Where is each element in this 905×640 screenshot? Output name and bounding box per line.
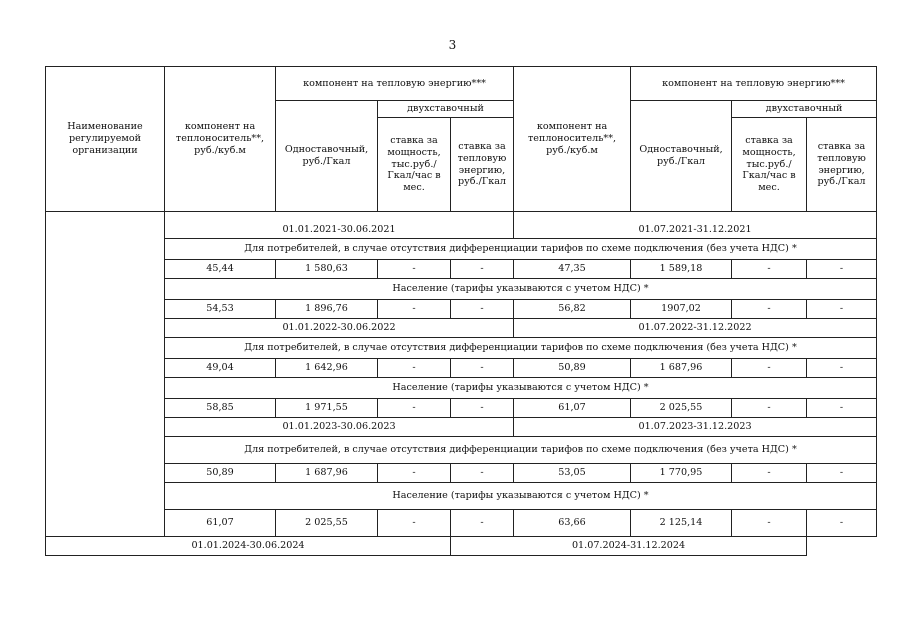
value-cell: - [807,510,877,537]
value-cell: - [378,399,451,418]
value-cell: - [451,464,514,483]
value-cell: 2 125,14 [631,510,732,537]
value-cell: - [807,300,877,319]
value-cell: - [807,359,877,378]
value-cell: - [451,300,514,319]
group-consumers: Для потребителей, в случае отсутствия дифференциации тарифов по схеме подключения (без учета НДС) * [165,239,877,260]
value-cell: 58,85 [165,399,276,418]
value-cell: - [807,399,877,418]
value-cell: - [451,260,514,279]
tariff-table [45,66,877,556]
period-right: 01.07.2024-31.12.2024 [451,537,807,556]
value-cell: 1 687,96 [631,359,732,378]
org-name-cell [46,212,165,537]
single-rate-header-left: Одноставочный, руб./Гкал [276,101,378,212]
value-cell: - [732,260,807,279]
period-right: 01.07.2021-31.12.2021 [514,212,877,239]
value-cell: 49,04 [165,359,276,378]
carrier-component-header-left: компонент на теплоноситель**, руб./куб.м [165,67,276,212]
energy-rate-header-right: ставка за тепловую энергию, руб./Гкал [807,118,877,212]
period-left: 01.01.2024-30.06.2024 [46,537,451,556]
value-cell: 47,35 [514,260,631,279]
capacity-rate-header-left: ставка за мощность, тыс.руб./ Гкал/час в мес. [378,118,451,212]
period-left: 01.01.2021-30.06.2021 [165,212,514,239]
value-cell: - [378,464,451,483]
value-cell: - [807,260,877,279]
value-cell: 1 580,63 [276,260,378,279]
value-cell: - [378,359,451,378]
value-cell: 1 770,95 [631,464,732,483]
value-cell: 1 896,76 [276,300,378,319]
value-cell: 2 025,55 [631,399,732,418]
tariff-body [46,212,877,556]
period-right: 01.07.2023-31.12.2023 [514,418,877,437]
energy-component-header-right: компонент на тепловую энергию*** [631,67,877,101]
value-cell: - [732,359,807,378]
value-cell: 50,89 [514,359,631,378]
value-cell: - [378,260,451,279]
page-number: 3 [448,38,457,52]
value-cell: 54,53 [165,300,276,319]
carrier-component-header-right: компонент на теплоноситель**, руб./куб.м [514,67,631,212]
value-cell: 61,07 [165,510,276,537]
value-cell: 61,07 [514,399,631,418]
value-cell: 1 687,96 [276,464,378,483]
period-right: 01.07.2022-31.12.2022 [514,319,877,338]
group-population: Население (тарифы указываются с учетом НДС) * [165,279,877,300]
value-cell: 2 025,55 [276,510,378,537]
value-cell: 1907,02 [631,300,732,319]
value-cell: 1 971,55 [276,399,378,418]
value-cell: - [807,464,877,483]
energy-rate-header-left: ставка за тепловую энергию, руб./Гкал [451,118,514,212]
two-part-header-left: двухставочный [378,101,514,118]
energy-component-header-left: компонент на тепловую энергию*** [276,67,514,101]
two-part-header-right: двухставочный [732,101,877,118]
value-cell: - [451,399,514,418]
value-cell: 63,66 [514,510,631,537]
org-name-header: Наименование регулируемой организации [46,67,165,212]
capacity-rate-header-right: ставка за мощность, тыс.руб./ Гкал/час в мес. [732,118,807,212]
value-cell: - [732,464,807,483]
value-cell: - [732,510,807,537]
value-cell: 53,05 [514,464,631,483]
group-consumers: Для потребителей, в случае отсутствия дифференциации тарифов по схеме подключения (без учета НДС) * [165,437,877,464]
value-cell: 50,89 [165,464,276,483]
value-cell: 1 642,96 [276,359,378,378]
single-rate-header-right: Одноставочный, руб./Гкал [631,101,732,212]
value-cell: - [378,300,451,319]
value-cell: - [378,510,451,537]
value-cell: - [451,510,514,537]
period-left: 01.01.2022-30.06.2022 [165,319,514,338]
value-cell: 56,82 [514,300,631,319]
value-cell: - [451,359,514,378]
value-cell: - [732,300,807,319]
value-cell: - [732,399,807,418]
period-left: 01.01.2023-30.06.2023 [165,418,514,437]
value-cell: 45,44 [165,260,276,279]
group-population: Население (тарифы указываются с учетом НДС) * [165,483,877,510]
group-consumers: Для потребителей, в случае отсутствия дифференциации тарифов по схеме подключения (без учета НДС) * [165,338,877,359]
value-cell: 1 589,18 [631,260,732,279]
group-population: Население (тарифы указываются с учетом НДС) * [165,378,877,399]
